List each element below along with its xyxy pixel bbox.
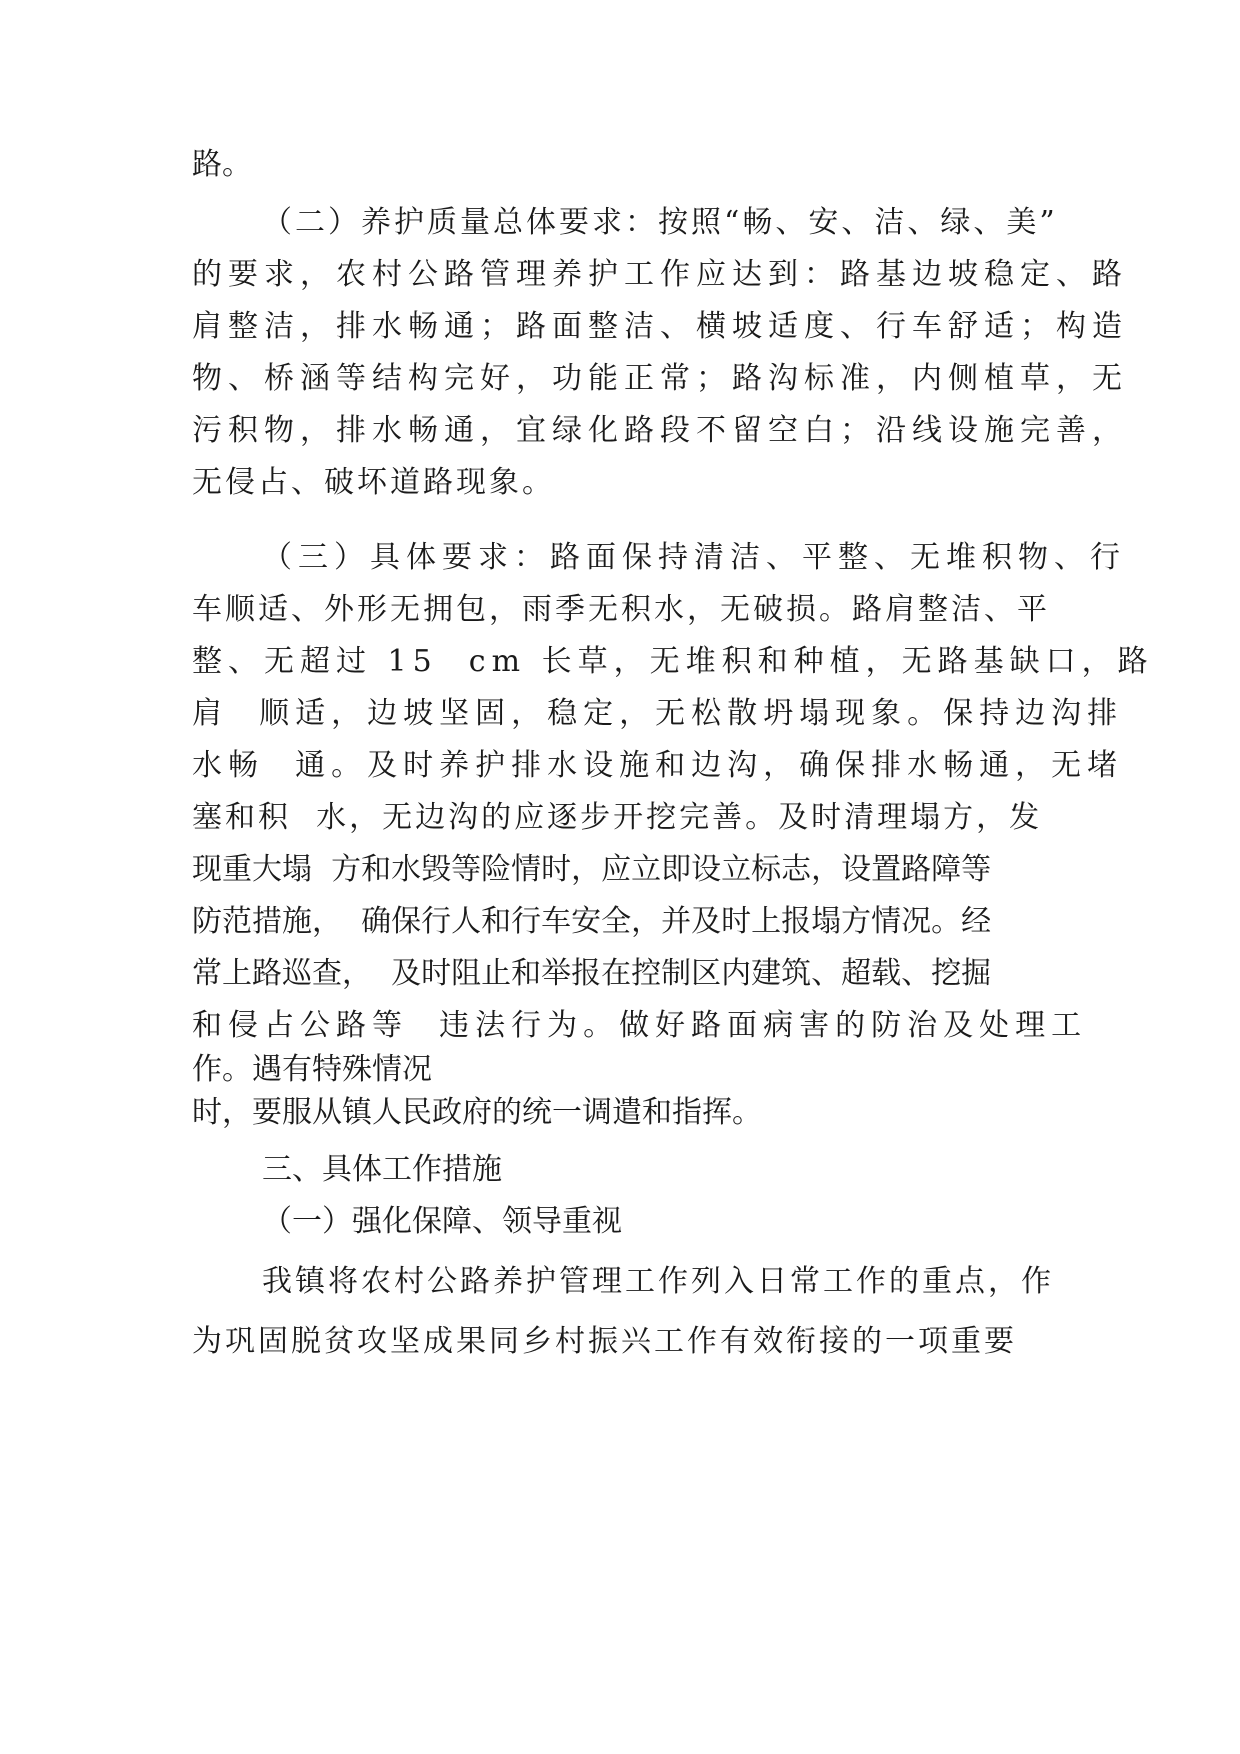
paragraph-line: 水畅 通。及时养护排水设施和边沟，确保排水畅通，无堵 — [192, 748, 1124, 783]
paragraph-line: 污积物，排水畅通，宜绿化路段不留空白；沿线设施完善， — [192, 413, 1128, 448]
paragraph-line: 作。遇有特殊情况 — [192, 1052, 432, 1087]
paragraph-line: 肩 顺适，边坡坚固，稳定，无松散坍塌现象。保持边沟排 — [192, 696, 1124, 731]
paragraph-line: 时，要服从镇人民政府的统一调遣和指挥。 — [192, 1095, 762, 1130]
paragraph-line: 物、桥涵等结构完好，功能正常；路沟标准，内侧植草，无 — [192, 361, 1128, 396]
paragraph-line: 无侵占、破坏道路现象。 — [192, 465, 555, 500]
paragraph-line: 的要求，农村公路管理养护工作应达到：路基边坡稳定、路 — [192, 257, 1128, 292]
section-heading-line: （二）养护质量总体要求：按照“畅、安、洁、绿、美” — [262, 205, 1058, 240]
paragraph-line: 防范措施， 确保行人和行车安全，并及时上报塌方情况。经 — [192, 904, 992, 939]
paragraph-line: 路。 — [192, 147, 252, 182]
paragraph-line: 整、无超过 15 cm 长草，无堆积和种植，无路基缺口，路 — [192, 644, 1154, 679]
subsection-heading: （一）强化保障、领导重视 — [262, 1204, 622, 1239]
paragraph-line: 肩整洁，排水畅通；路面整洁、横坡适度、行车舒适；构造 — [192, 309, 1128, 344]
section-heading: 三、具体工作措施 — [262, 1152, 502, 1187]
paragraph-line: 塞和积 水，无边沟的应逐步开挖完善。及时清理塌方，发 — [192, 800, 1043, 835]
paragraph-line: 我镇将农村公路养护管理工作列入日常工作的重点，作 — [262, 1264, 1054, 1299]
paragraph-line: 和侵占公路等 违法行为。做好路面病害的防治及处理工 — [192, 1008, 1088, 1043]
paragraph-line: 为巩固脱贫攻坚成果同乡村振兴工作有效衔接的一项重要 — [192, 1324, 1017, 1359]
paragraph-line: 常上路巡查， 及时阻止和举报在控制区内建筑、超载、挖掘 — [192, 956, 992, 991]
section-heading-line: （三）具体要求：路面保持清洁、平整、无堆积物、行 — [262, 540, 1126, 575]
paragraph-line: 现重大塌 方和水毁等险情时，应立即设立标志，设置路障等 — [192, 852, 992, 887]
paragraph-line: 车顺适、外形无拥包，雨季无积水，无破损。路肩整洁、平 — [192, 592, 1050, 627]
